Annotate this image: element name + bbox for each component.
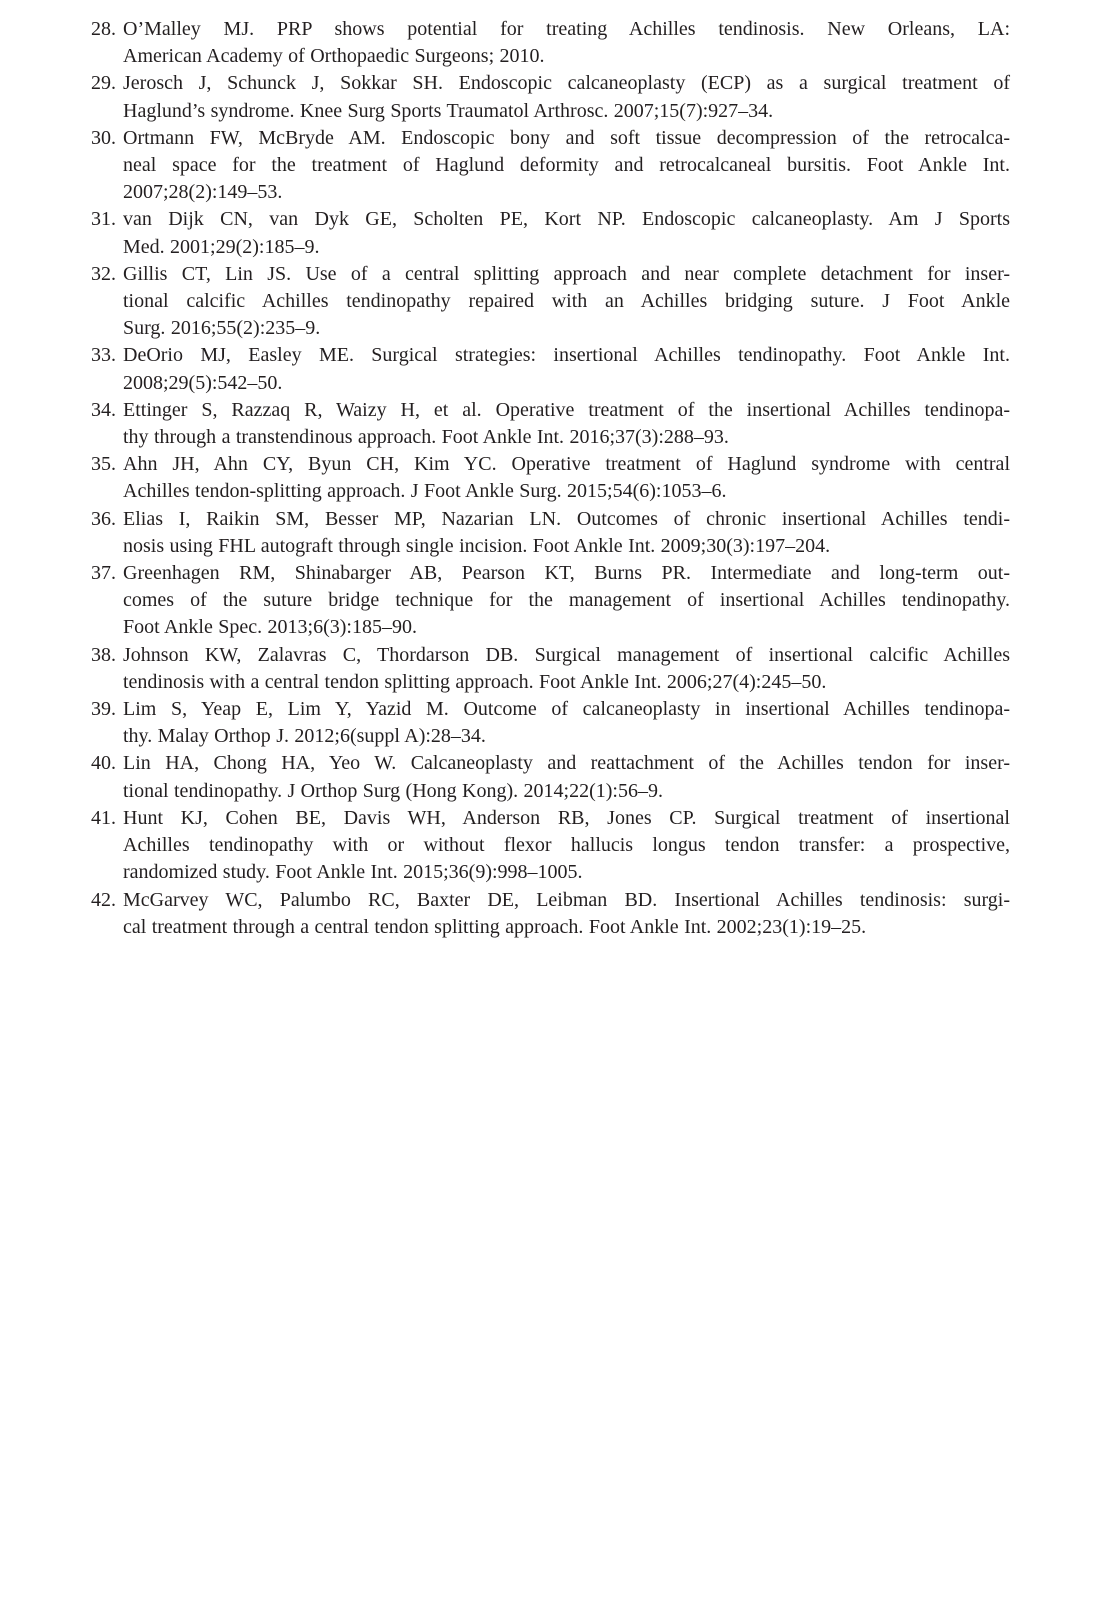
reference-number: 42. <box>91 888 116 911</box>
reference-line: Ortmann FW, McBryde AM. Endoscopic bony and soft tissue decompression of the retrocalca- <box>123 126 1010 149</box>
reference-line: comes of the suture bridge technique for the management of insertional Achilles tendinopathy. <box>123 589 1010 612</box>
reference-line: 2008;29(5):542–50. <box>123 371 283 394</box>
reference-line: Haglund’s syndrome. Knee Surg Sports Traumatol Arthrosc. 2007;15(7):927–34. <box>123 99 774 122</box>
reference-item <box>87 805 1010 887</box>
reference-item <box>87 642 1010 696</box>
reference-item <box>87 16 1010 70</box>
reference-list <box>87 16 1010 941</box>
reference-line: McGarvey WC, Palumbo RC, Baxter DE, Leibman BD. Insertional Achilles tendinosis: surgi- <box>123 888 1010 911</box>
reference-line: tional calcific Achilles tendinopathy repaired with an Achilles bridging suture. J Foot Ankle <box>123 290 1010 313</box>
reference-item <box>87 342 1010 396</box>
reference-number: 30. <box>91 126 116 149</box>
reference-line: Med. 2001;29(2):185–9. <box>123 235 320 258</box>
reference-line: nosis using FHL autograft through single incision. Foot Ankle Int. 2009;30(3):197–204. <box>123 534 831 557</box>
reference-item <box>87 560 1010 642</box>
reference-line: cal treatment through a central tendon splitting approach. Foot Ankle Int. 2002;23(1):19–25. <box>123 915 867 938</box>
reference-line: Elias I, Raikin SM, Besser MP, Nazarian LN. Outcomes of chronic insertional Achilles tendi- <box>123 507 1010 530</box>
reference-number: 34. <box>91 398 116 421</box>
reference-line: randomized study. Foot Ankle Int. 2015;36(9):998–1005. <box>123 861 583 884</box>
reference-number: 31. <box>91 208 116 231</box>
reference-item <box>87 125 1010 207</box>
reference-line: Lin HA, Chong HA, Yeo W. Calcaneoplasty and reattachment of the Achilles tendon for inser- <box>123 752 1010 775</box>
reference-line: O’Malley MJ. PRP shows potential for treating Achilles tendinosis. New Orleans, LA: <box>123 18 1010 40</box>
reference-item <box>87 397 1010 451</box>
reference-line: American Academy of Orthopaedic Surgeons; 2010. <box>123 45 545 68</box>
reference-item <box>87 506 1010 560</box>
reference-line: Gillis CT, Lin JS. Use of a central splitting approach and near complete detachment for inser- <box>123 262 1010 285</box>
reference-line: Ettinger S, Razzaq R, Waizy H, et al. Operative treatment of the insertional Achilles tendinopa- <box>123 398 1010 421</box>
reference-line: Greenhagen RM, Shinabarger AB, Pearson KT, Burns PR. Intermediate and long-term out- <box>123 562 1010 585</box>
reference-line: Ahn JH, Ahn CY, Byun CH, Kim YC. Operative treatment of Haglund syndrome with central <box>123 453 1010 476</box>
reference-item <box>87 261 1010 343</box>
reference-line: Foot Ankle Spec. 2013;6(3):185–90. <box>123 616 417 639</box>
reference-line: van Dijk CN, van Dyk GE, Scholten PE, Kort NP. Endoscopic calcaneoplasty. Am J Sports <box>123 208 1010 231</box>
reference-line: Achilles tendon-splitting approach. J Foot Ankle Surg. 2015;54(6):1053–6. <box>123 480 727 503</box>
reference-line: Johnson KW, Zalavras C, Thordarson DB. Surgical management of insertional calcific Achilles <box>123 643 1010 666</box>
reference-line: Hunt KJ, Cohen BE, Davis WH, Anderson RB, Jones CP. Surgical treatment of insertional <box>123 806 1010 829</box>
reference-line: Jerosch J, Schunck J, Sokkar SH. Endoscopic calcaneoplasty (ECP) as a surgical treatment of <box>123 72 1010 95</box>
reference-number: 38. <box>91 643 116 666</box>
reference-line: tendinosis with a central tendon splitting approach. Foot Ankle Int. 2006;27(4):245–50. <box>123 670 827 693</box>
reference-number: 29. <box>91 72 116 95</box>
reference-line: tional tendinopathy. J Orthop Surg (Hong Kong). 2014;22(1):56–9. <box>123 779 663 802</box>
reference-line: 2007;28(2):149–53. <box>123 181 283 204</box>
reference-number: 32. <box>91 262 116 285</box>
reference-line: DeOrio MJ, Easley ME. Surgical strategies: insertional Achilles tendinopathy. Foot Ankle Int. <box>123 344 1010 367</box>
reference-line: thy. Malay Orthop J. 2012;6(suppl A):28–34. <box>123 725 486 748</box>
reference-number: 40. <box>91 752 116 775</box>
reference-line: Lim S, Yeap E, Lim Y, Yazid M. Outcome of calcaneoplasty in insertional Achilles tendinopa- <box>123 698 1010 721</box>
reference-line: Achilles tendinopathy with or without flexor hallucis longus tendon transfer: a prospective, <box>123 834 1010 857</box>
reference-number: 41. <box>91 806 116 829</box>
reference-number: 36. <box>91 507 116 530</box>
reference-item <box>87 887 1010 941</box>
reference-item <box>87 70 1010 124</box>
reference-item <box>87 750 1010 804</box>
reference-item <box>87 451 1010 505</box>
reference-line: thy through a transtendinous approach. Foot Ankle Int. 2016;37(3):288–93. <box>123 426 729 449</box>
reference-number: 33. <box>91 344 116 367</box>
reference-number: 28. <box>91 18 116 40</box>
reference-number: 35. <box>91 453 116 476</box>
reference-line: neal space for the treatment of Haglund deformity and retrocalcaneal bursitis. Foot Ankle Int. <box>123 154 1010 177</box>
reference-item <box>87 696 1010 750</box>
reference-line: Surg. 2016;55(2):235–9. <box>123 317 321 340</box>
reference-number: 37. <box>91 562 116 585</box>
reference-item <box>87 206 1010 260</box>
reference-number: 39. <box>91 698 116 721</box>
